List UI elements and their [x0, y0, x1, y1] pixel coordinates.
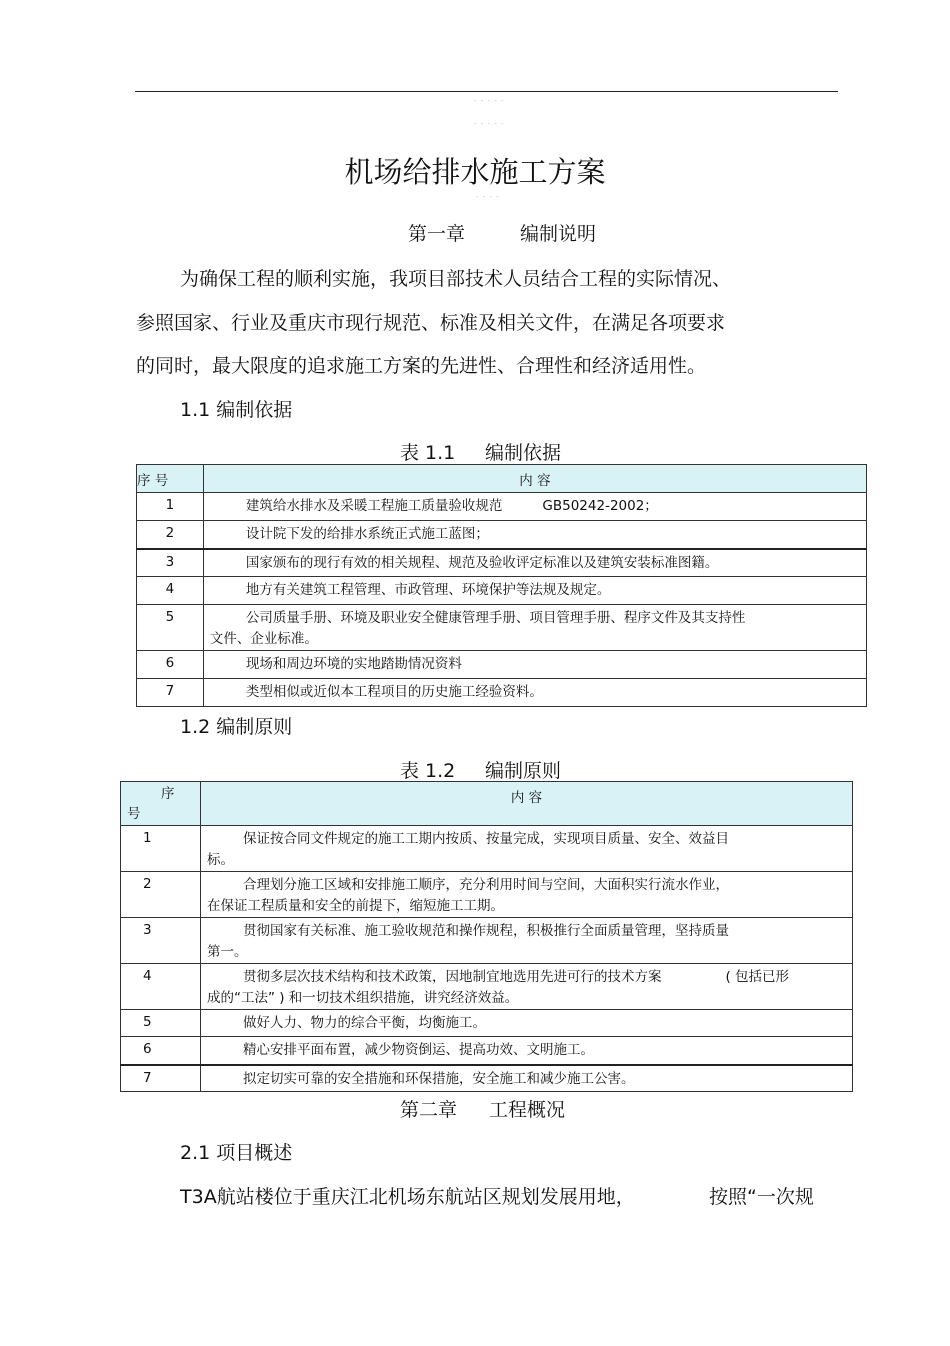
table-row	[121, 826, 853, 872]
row-text: 做好人力、物力的综合平衡，均衡施工。	[242, 1015, 486, 1031]
row-text: 合理划分施工区域和安排施工顺序，充分利用时间与空间，大面积实行流水作业，	[242, 877, 729, 893]
row-number: 5	[121, 1010, 201, 1037]
section-2-1: 2.1 项目概述	[180, 1142, 293, 1164]
table2-header-no	[121, 782, 201, 826]
row-text: 公司质量手册、环境及职业安全健康管理手册、项目管理手册、程序文件及其支持性	[245, 610, 746, 626]
table1-caption-no: 表 1.1	[400, 442, 456, 464]
row-number: 1	[137, 493, 204, 521]
row-text: 贯彻国家有关标准、施工验收规范和操作规程，积极推行全面质量管理，坚持质量	[242, 923, 729, 939]
table-1	[136, 464, 867, 707]
table-row	[137, 651, 867, 679]
row-text-cont: 成的“工法” ) 和一切技术组织措施，讲究经济效益。	[206, 990, 519, 1006]
row-number: 6	[137, 651, 204, 679]
header-rule	[135, 91, 838, 92]
row-text: 地方有关建筑工程管理、市政管理、环境保护等法规及规定。	[245, 582, 611, 598]
row-number: 5	[137, 605, 204, 651]
header-no-a: 序	[161, 786, 175, 802]
table1-caption-name: 编制依据	[485, 442, 562, 464]
row-number: 7	[121, 1065, 201, 1092]
table2-caption-no: 表 1.2	[400, 760, 456, 782]
row-text: 保证按合同文件规定的施工工期内按质、按量完成，实现项目质量、安全、效益目	[242, 831, 729, 847]
table-row	[121, 918, 853, 964]
row-text-main: 贯彻多层次技术结构和技术政策，因地制宜地选用先进可行的技术方案	[242, 969, 662, 985]
table-row	[137, 577, 867, 605]
chapter1-name: 编制说明	[520, 223, 597, 245]
table-row	[121, 1065, 853, 1092]
row-text: 现场和周边环境的实地踏勘情况资料	[245, 656, 462, 672]
header-mark-1: - - - - -	[474, 97, 505, 105]
row-number: 2	[121, 872, 201, 918]
intro-line-2: 参照国家、行业及重庆市现行规范、标准及相关文件，在满足各项要求	[136, 312, 726, 334]
row-text: 拟定切实可靠的安全措施和环保措施，安全施工和减少施工公害。	[242, 1070, 635, 1087]
title-mark: - - - -	[476, 193, 500, 201]
row-number: 4	[137, 577, 204, 605]
chapter2-label: 第二章	[400, 1099, 458, 1121]
row-number: 6	[121, 1037, 201, 1065]
header-mark-2: - - - - -	[474, 120, 505, 128]
table-row	[137, 493, 867, 521]
table2-caption-name: 编制原则	[485, 760, 562, 782]
table-row	[121, 1037, 853, 1065]
table-row	[137, 549, 867, 577]
row-text: 建筑给水排水及采暖工程施工质量验收规范	[245, 498, 503, 514]
chapter2-name: 工程概况	[489, 1099, 566, 1121]
para-2-1-right: 按照“一次规	[709, 1186, 814, 1208]
intro-line-3: 的同时，最大限度的追求施工方案的先进性、合理性和经济适用性。	[136, 355, 707, 377]
row-text: 类型相似或近似本工程项目的历史施工经验资料。	[245, 684, 543, 700]
table-row	[121, 1010, 853, 1037]
para-2-1-left: T3A航站楼位于重庆江北机场东航站区规划发展用地，	[180, 1186, 635, 1208]
row-text: 国家颁布的现行有效的相关规程、规范及验收评定标准以及建筑安装标准图籍。	[245, 554, 719, 571]
table1-header-no: 序 号	[137, 465, 204, 493]
chapter1-label: 第一章	[408, 223, 466, 245]
section-1-1: 1.1 编制依据	[180, 399, 293, 421]
row-number: 3	[121, 918, 201, 964]
row-text-paren: ( 包括已形	[725, 969, 790, 985]
table-row	[121, 964, 853, 1010]
row-number: 7	[137, 679, 204, 707]
table-row	[137, 521, 867, 549]
table-row	[121, 872, 853, 918]
table-2	[120, 781, 853, 1092]
table-row	[137, 679, 867, 707]
row-text: 精心安排平面布置，减少物资倒运、提高功效、文明施工。	[242, 1042, 594, 1058]
row-text	[207, 967, 844, 988]
row-number: 4	[121, 964, 201, 1010]
row-text-cont: 标。	[206, 852, 234, 868]
row-text-cont: 第一。	[206, 944, 248, 960]
section-1-2: 1.2 编制原则	[180, 716, 293, 738]
table1-header-content: 内 容	[203, 465, 866, 493]
row-number: 1	[121, 826, 201, 872]
row-text-extra: GB50242-2002；	[542, 498, 658, 514]
header-no-b: 号	[127, 806, 141, 822]
table2-header-content: 内 容	[200, 782, 852, 826]
intro-line-1: 为确保工程的顺利实施，我项目部技术人员结合工程的实际情况、	[180, 268, 732, 290]
row-number: 2	[137, 521, 204, 549]
document-title: 机场给排水施工方案	[344, 155, 606, 189]
row-text-extra: 文件、企业标准。	[209, 631, 318, 647]
row-text-cont: 在保证工程质量和安全的前提下，缩短施工工期。	[206, 898, 504, 914]
row-number: 3	[137, 549, 204, 577]
table-row	[137, 605, 867, 651]
row-text: 设计院下发的给排水系统正式施工蓝图；	[245, 526, 489, 542]
